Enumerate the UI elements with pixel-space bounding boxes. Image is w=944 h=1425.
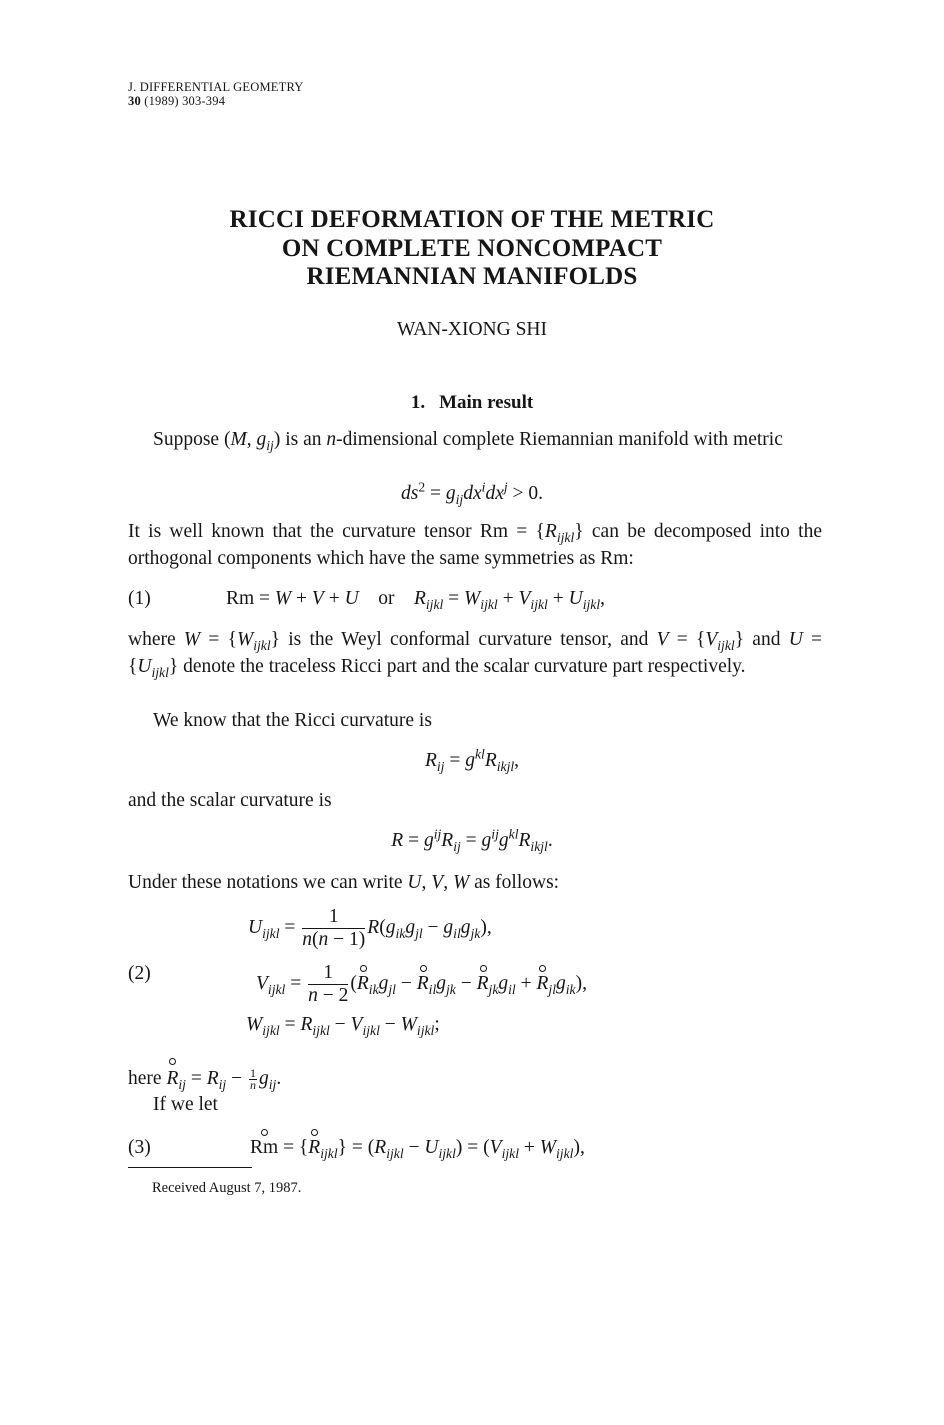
section-heading bbox=[0, 392, 944, 414]
paragraph-6 bbox=[128, 870, 822, 897]
text-run: and bbox=[744, 629, 789, 650]
journal-volume: 30 bbox=[128, 94, 141, 108]
math-inline: $U = \{U_{ijkl}\}$ bbox=[128, 629, 823, 680]
text-run: or bbox=[378, 588, 395, 609]
paragraph-5: and the scalar curvature is bbox=[128, 790, 332, 811]
text-run: where bbox=[128, 629, 184, 650]
title-line-2: ON COMPLETE NONCOMPACT bbox=[281, 234, 663, 262]
paper-title bbox=[0, 206, 944, 292]
title-line-1: RICCI DEFORMATION OF THE METRIC bbox=[229, 206, 715, 233]
equation-metric: $ds^2 = g_{ij}dx^idx^j > 0$. bbox=[400, 479, 544, 507]
paragraph-2 bbox=[128, 519, 822, 572]
text-run: as follows: bbox=[469, 872, 560, 893]
title-line-3: RIEMANNIAN MANIFOLDS bbox=[306, 263, 638, 290]
math-inline: $W = \{W_{ijkl}\}$ bbox=[183, 629, 280, 653]
text-run: here bbox=[128, 1068, 162, 1089]
math-inline: $R_{ij} = R_{ij}$ − $\frac{1}{n}$ $g_{ij}$. bbox=[166, 1066, 282, 1093]
journal-header bbox=[128, 80, 304, 108]
text-run: is the Weyl conformal curvature tensor, and bbox=[280, 629, 657, 650]
equation-2-V: $V_{ijkl}$ = $\frac{1}{n - 2}$ $(R_{ik}g_{jl} - R_{il}g_{jk} - R_{jk}g_{il} + R_{jl}g_{ik})$, bbox=[256, 962, 587, 1006]
journal-issue bbox=[128, 94, 304, 108]
equation-ricci: $R_{ij} = g^{kl}R_{ikjl}$, bbox=[424, 746, 520, 774]
footnote: Received August 7, 1987. bbox=[152, 1180, 302, 1196]
math-inline: (M, $g_{ij}$) bbox=[223, 429, 281, 453]
fraction: $\frac{1}{n(n - 1)}$ bbox=[302, 906, 366, 950]
equation-number-1: (1) bbox=[128, 588, 151, 609]
text-run: Under these notations we can write bbox=[128, 872, 408, 893]
author: WAN-XIONG SHI bbox=[396, 319, 548, 340]
section-title: Main result bbox=[439, 392, 534, 413]
equation-scalar: $R = g^{ij}R_{ij} = g^{ij}g^{kl}R_{ikjl}$. bbox=[391, 826, 553, 854]
text-run: can be decomposed into the orthogonal components which have the same symmetries as Rm: bbox=[128, 521, 822, 569]
equation-3: $Rm = \{R_{ijkl}\} = (R_{ijkl} - U_{ijkl}) = (V_{ijkl} + W_{ijkl})$, bbox=[250, 1137, 585, 1161]
footnote-rule bbox=[128, 1167, 252, 1168]
paragraph-8: If we let bbox=[153, 1094, 218, 1115]
text-run: It is well known that the curvature tensor Rm = bbox=[128, 521, 536, 542]
journal-year-pages: (1989) 303-394 bbox=[144, 94, 226, 108]
paragraph-7 bbox=[128, 1066, 822, 1093]
text-run: Suppose bbox=[153, 429, 224, 450]
paragraph-1: Suppose (M, $g_{ij}$) is an n-dimensional complete Riemannian manifold with metric bbox=[153, 429, 783, 453]
paragraph-4: We know that the Ricci curvature is bbox=[153, 710, 432, 731]
equation-1: Rm = W + V + U or $R_{ijkl} = W_{ijkl} + V_{ijkl} + U_{ijkl}$, bbox=[226, 588, 605, 612]
journal-name: J. DIFFERENTIAL GEOMETRY bbox=[128, 80, 304, 94]
text-run: is an bbox=[280, 429, 327, 450]
equation-2-W: $W_{ijkl} = R_{ijkl} - V_{ijkl} - W_{ijkl}$; bbox=[246, 1014, 440, 1038]
fraction: $\frac{1}{n - 2}$ bbox=[308, 962, 349, 1006]
math-inline: $\{R_{ijkl}\}$ bbox=[535, 521, 584, 545]
math-inline: U, V, W bbox=[407, 872, 470, 893]
section-number: 1. bbox=[410, 392, 426, 413]
equation-2-U: $U_{ijkl}$ = $\frac{1}{n(n - 1)}$ $R(g_{ik}g_{jl} - g_{il}g_{jk})$, bbox=[248, 906, 492, 950]
text-run: -dimensional complete Riemannian manifold with metric bbox=[336, 429, 783, 450]
text-run: denote the traceless Ricci part and the scalar curvature part respectively. bbox=[178, 655, 746, 677]
equation-number-3: (3) bbox=[128, 1137, 151, 1158]
math-inline: $V = \{V_{ijkl}\}$ bbox=[656, 629, 745, 653]
equation-number-2: (2) bbox=[128, 963, 151, 984]
paragraph-3 bbox=[128, 627, 822, 680]
